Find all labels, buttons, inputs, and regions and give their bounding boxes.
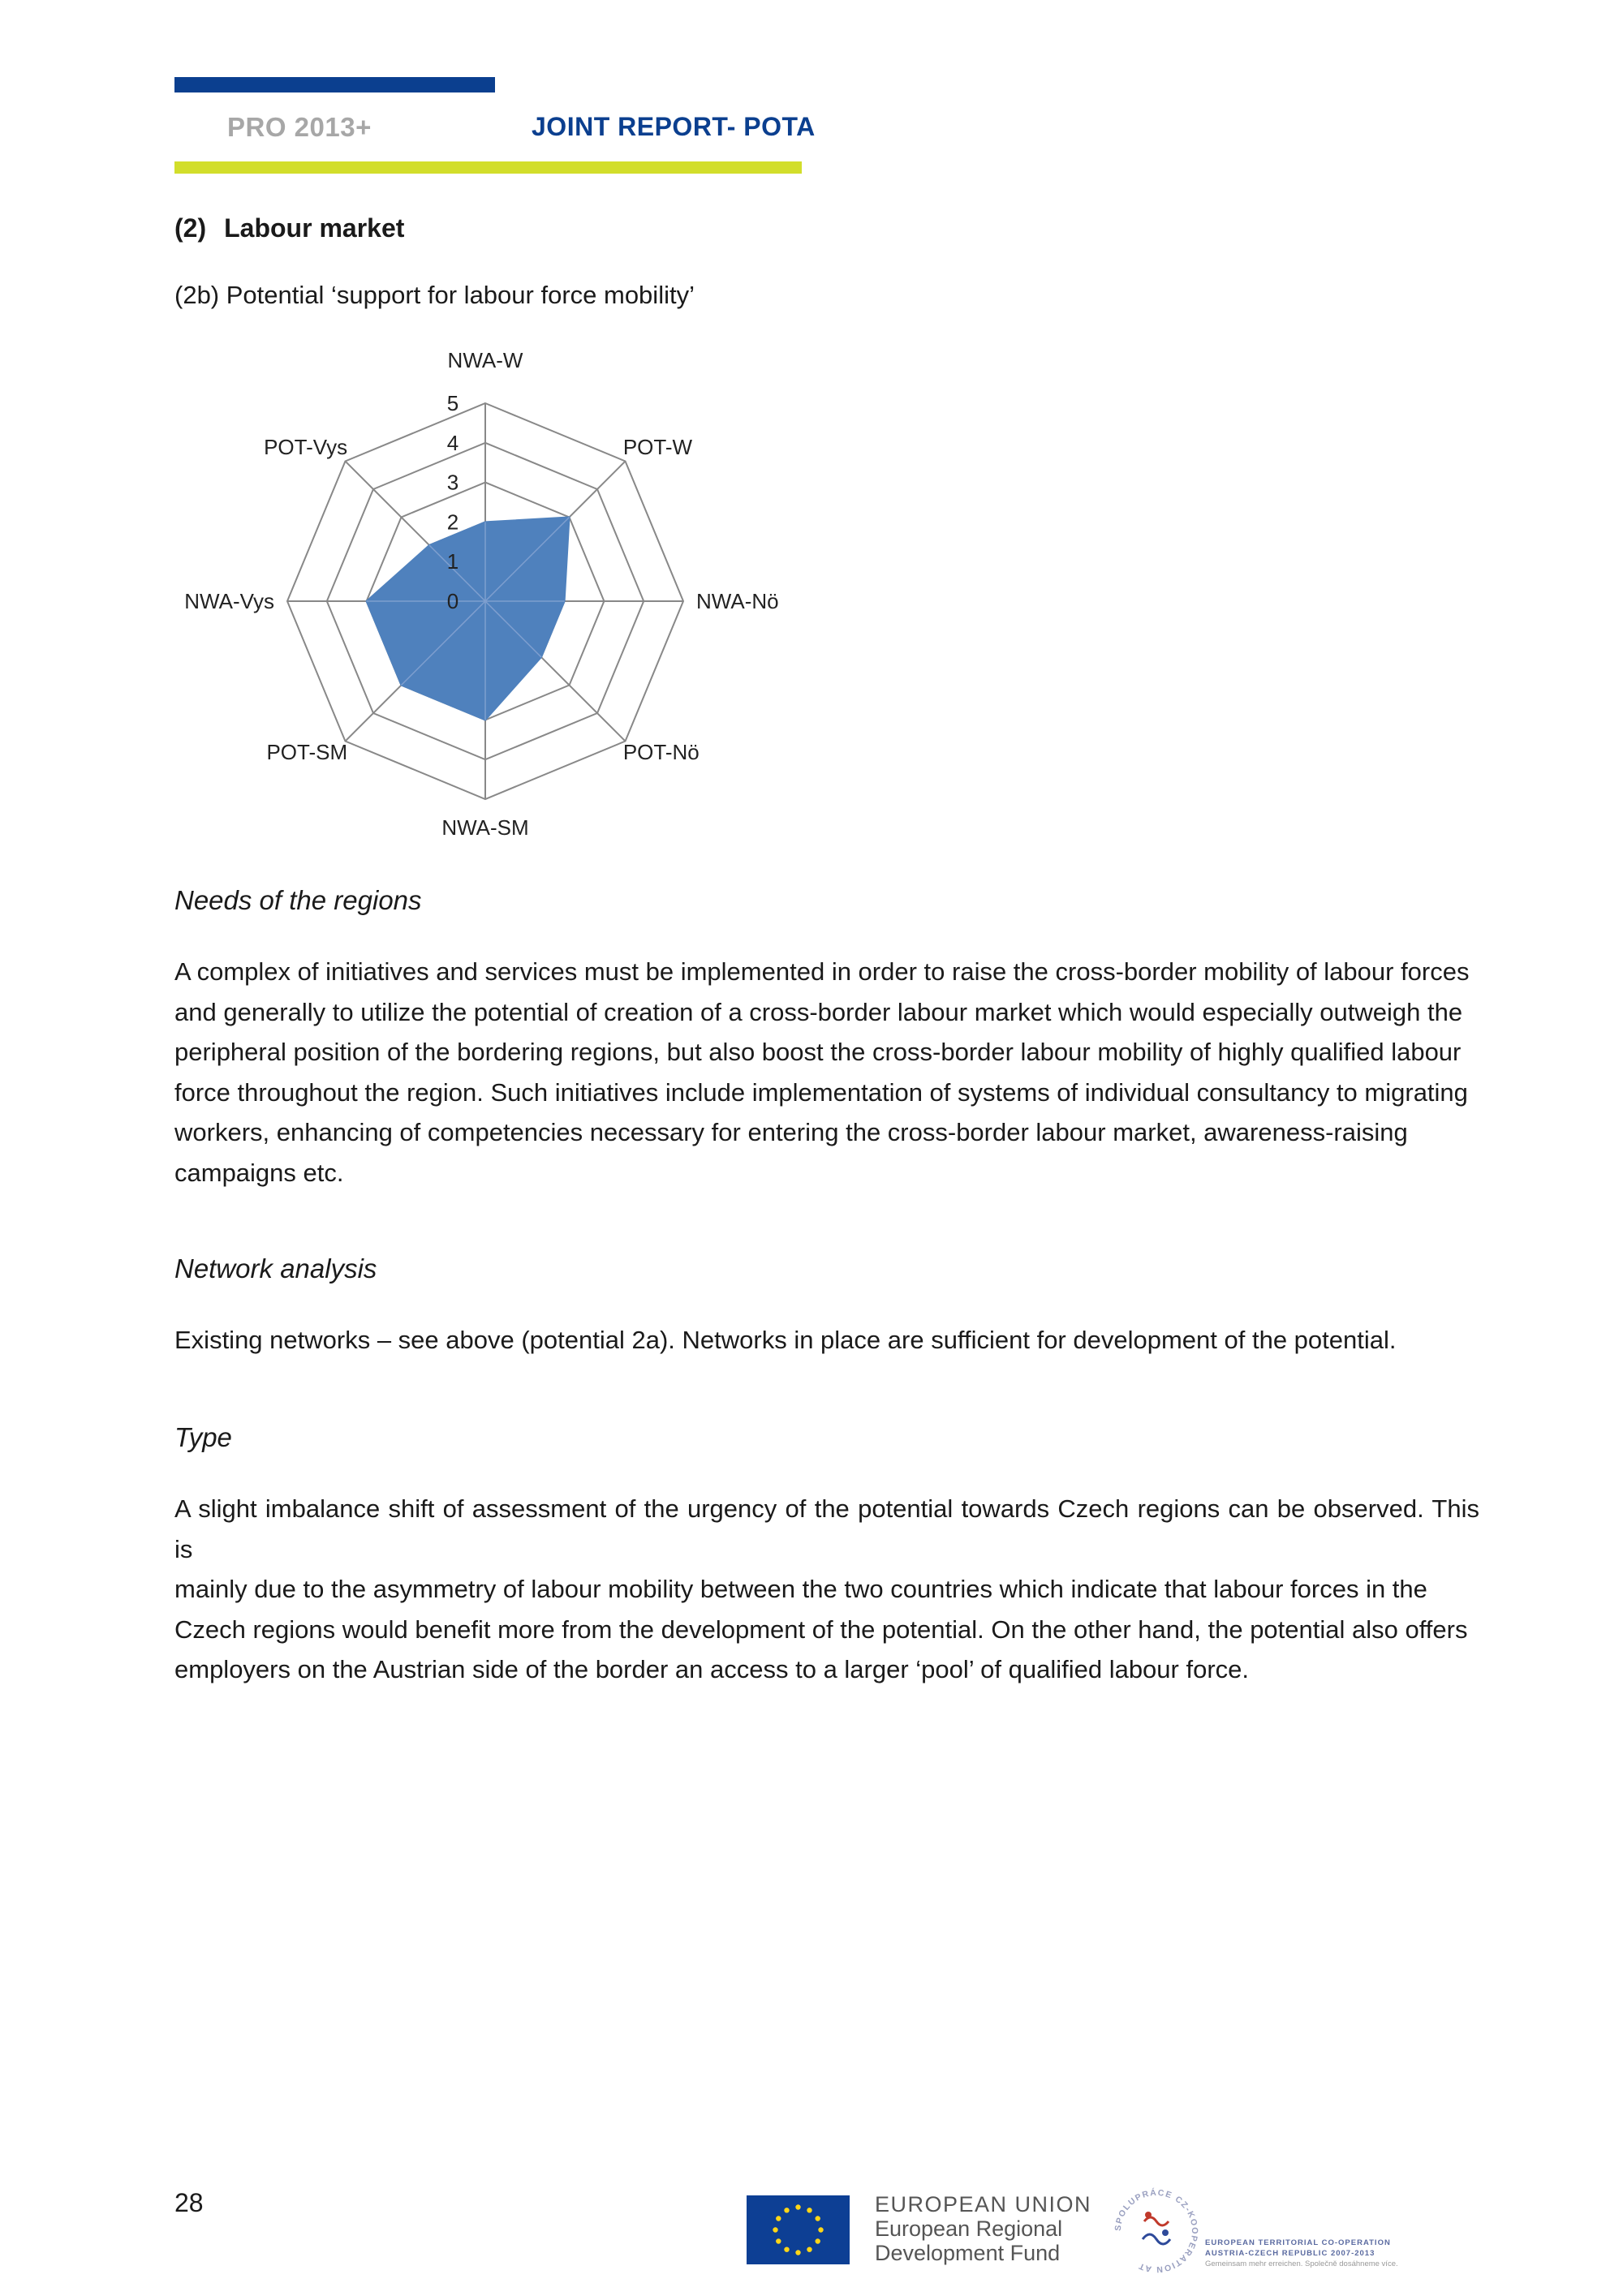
needs-paragraph [174, 952, 1479, 1193]
radar-category-label: NWA-Vys [184, 589, 274, 613]
type-line: mainly due to the asymmetry of labour mobility between the two countries which indicate that labour forces in the [174, 1575, 1427, 1603]
radar-tick-label: 5 [446, 391, 459, 415]
header-accent-bar-blue [174, 77, 495, 92]
needs-heading: Needs of the regions [174, 885, 422, 915]
eu-flag-icon [747, 2195, 850, 2264]
header-report-title: JOINT REPORT- POTA [532, 112, 816, 141]
type-line: Czech regions would benefit more from the development of the potential. On the other hand, the potential also offers [174, 1615, 1468, 1644]
network-paragraph [174, 1320, 1479, 1361]
eu-star-icon [795, 2204, 800, 2209]
radar-chart [170, 353, 803, 848]
eu-line-2: European Regional [875, 2216, 1063, 2241]
section-heading [174, 213, 404, 243]
etc-line-1: EUROPEAN TERRITORIAL CO-OPERATION [1205, 2238, 1391, 2247]
type-line: employers on the Austrian side of the border an access to a larger ‘pool’ of qualified labour force. [174, 1655, 1250, 1683]
radar-tick-label: 2 [446, 510, 459, 535]
header-accent-bar-green [174, 161, 802, 174]
eu-line-1: EUROPEAN UNION [875, 2192, 1092, 2216]
radar-category-label: POT-Nö [622, 739, 700, 764]
section-title: Labour market [224, 213, 405, 243]
eu-star-icon [816, 2216, 820, 2221]
radar-category-label: NWA-SM [441, 815, 529, 840]
cz-at-cooperation-logo-icon [1112, 2182, 1201, 2280]
eu-star-icon [784, 2247, 789, 2252]
eu-star-icon [776, 2238, 781, 2243]
eu-star-icon [776, 2216, 781, 2221]
eu-star-icon [807, 2208, 812, 2212]
svg-text:SPOLUPRÁCE CZ-KOOPERATION AT [1113, 2187, 1199, 2274]
eu-fund-label [875, 2192, 1091, 2265]
needs-line: force throughout the region. Such initiatives include implementation of systems of individual consultancy to migrating [174, 1077, 1468, 1107]
section-number: (2) [174, 213, 207, 243]
type-heading: Type [174, 1422, 232, 1452]
radar-tick-label: 1 [446, 549, 459, 574]
radar-category-label: POT-SM [266, 739, 348, 764]
eu-star-icon [816, 2238, 820, 2243]
radar-category-label: NWA-W [447, 353, 523, 372]
type-line: A slight imbalance shift of assessment of the urgency of the potential towards Czech regions can be observed. This is [174, 1494, 1479, 1563]
type-paragraph [174, 1489, 1479, 1690]
needs-line: and generally to utilize the potential of creation of a cross-border labour market which would especially outweigh the [174, 997, 1463, 1026]
needs-line: campaigns etc. [174, 1158, 344, 1187]
network-line: Existing networks – see above (potential 2a). Networks in place are sufficient for development of the potential. [174, 1326, 1397, 1354]
chart-subtitle: (2b) Potential ‘support for labour force mobility’ [174, 281, 695, 309]
eu-star-icon [784, 2208, 789, 2212]
radar-category-label: POT-Vys [264, 435, 348, 460]
radar-tick-label: 3 [446, 470, 459, 495]
eu-star-icon [795, 2250, 800, 2255]
etc-line-3: Gemeinsam mehr erreichen. Společně dosáhneme více. [1205, 2259, 1398, 2268]
eu-star-icon [773, 2227, 777, 2232]
needs-line: A complex of initiatives and services must be implemented in order to raise the cross-border mobility of labour forces [174, 957, 1470, 986]
needs-line: peripheral position of the bordering regions, but also boost the cross-border labour mobility of highly qualified labour [174, 1038, 1462, 1066]
eu-star-icon [818, 2227, 823, 2232]
eu-star-icon [807, 2247, 812, 2252]
logo-ring-text: SPOLUPRÁCE CZ-KOOPERATION AT [1113, 2187, 1200, 2275]
header-project-label: PRO 2013+ [227, 112, 372, 142]
radar-category-label: POT-W [622, 435, 693, 460]
radar-category-label: NWA-Nö [696, 589, 779, 613]
etc-line-2: AUSTRIA-CZECH REPUBLIC 2007-2013 [1205, 2249, 1375, 2258]
etc-programme-label [1205, 2238, 1398, 2269]
needs-line: workers, enhancing of competencies necessary for entering the cross-border labour market, awareness-raising [174, 1118, 1408, 1146]
page-number: 28 [174, 2188, 204, 2217]
network-heading: Network analysis [174, 1253, 377, 1283]
eu-line-3: Development Fund [875, 2241, 1061, 2265]
radar-tick-label: 4 [446, 430, 459, 455]
radar-tick-label: 0 [446, 589, 459, 613]
